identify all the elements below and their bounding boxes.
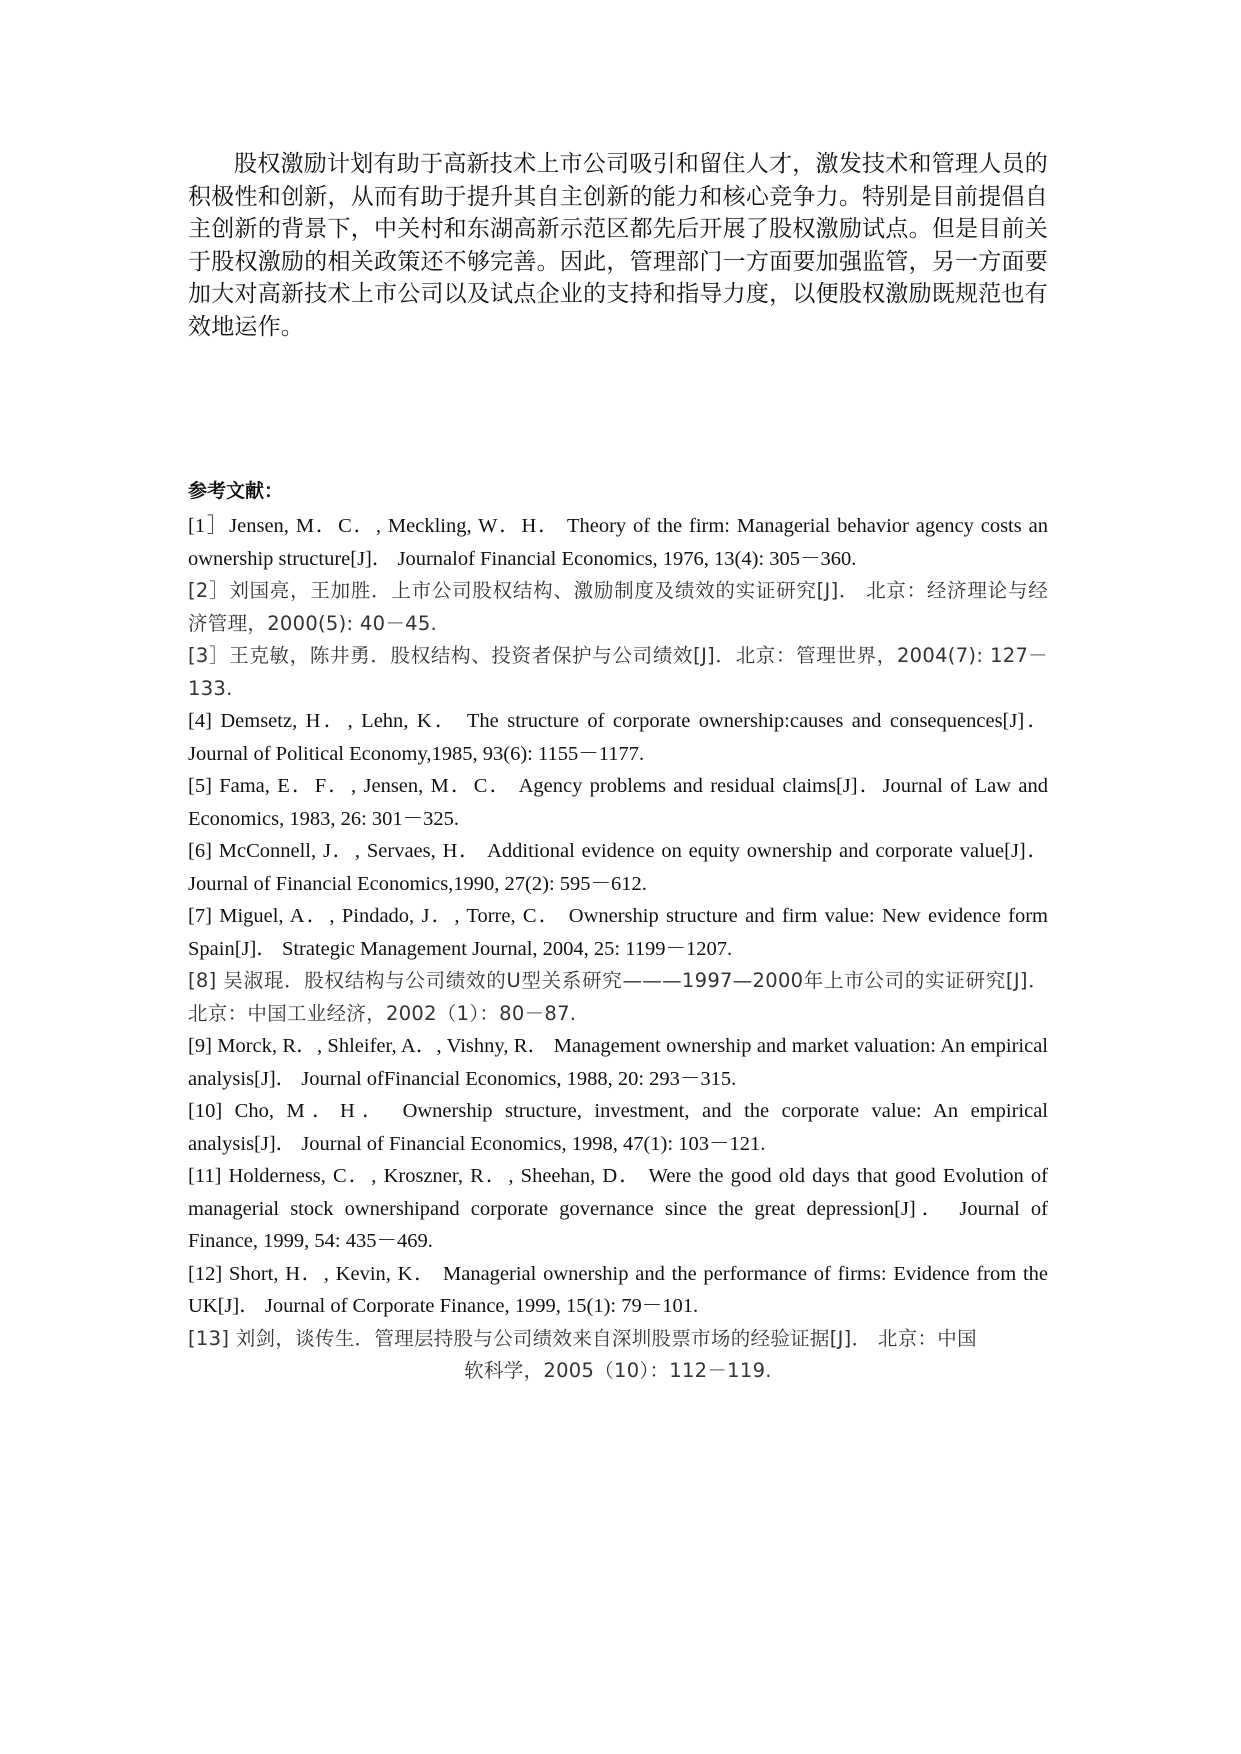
reference-item-5: [5] Fama, E．F．, Jensen, M．C． Agency problems and residual claims[J]．Journal of Law and Economics, 1983, 26: 301－325. — [188, 775, 1048, 830]
body-paragraph: 股权激励计划有助于高新技术上市公司吸引和留住人才，激发技术和管理人员的积极性和创新，从而有助于提升其自主创新的能力和核心竞争力。特别是目前提倡自主创新的背景下，中关村和东湖高新示范区都先后开展了股权激励试点。但是目前关于股权激励的相关政策还不够完善。因此，管理部门一方面要加强监管，另一方面要加大对高新技术上市公司以及试点企业的支持和指导力度，以便股权激励既规范也有效地运作。 — [188, 151, 1048, 340]
reference-item-3: [3］王克敏，陈井勇．股权结构、投资者保护与公司绩效[J]．北京：管理世界，2004(7): 127－133. — [188, 644, 1048, 700]
reference-item-11: [11] Holderness, C．, Kroszner, R．, Sheehan, D． Were the good old days that good Evolution of managerial stock ownershipand corporate governance since the great depression[J]． Journal of Finance, 1999, 54: 435－469. — [188, 1165, 1048, 1252]
reference-item-10: [10] Cho, M．H． Ownership structure, investment, and the corporate value: An empirical analysis[J]． Journal of Financial Economics, 1998, 47(1): 103－121. — [188, 1100, 1048, 1155]
references-section — [188, 478, 1048, 1388]
reference-item-2: [2］刘国亮，王加胜．上市公司股权结构、激励制度及绩效的实证研究[J]． 北京：经济理论与经济管理，2000(5): 40－45. — [188, 579, 1048, 635]
reference-item-6: [6] McConnell, J．, Servaes, H． Additional evidence on equity ownership and corporate value[J]． Journal of Financial Economics,1990, 27(2): 595－612. — [188, 840, 1048, 895]
reference-item-13-line-2: 软科学，2005（10）：112－119. — [464, 1359, 772, 1382]
reference-item-12: [12] Short, H．, Kevin, K． Managerial ownership and the performance of firms: Evidence from the UK[J]． Journal of Corporate Finance, 1999, 15(1): 79－101. — [188, 1262, 1048, 1317]
reference-item-1: [1］Jensen, M．C．, Meckling, W．H． Theory of the firm: Managerial behavior agency costs an ownership structure[J]． Journalof Financial Economics, 1976, 13(4): 305－360. — [188, 515, 1048, 570]
references-heading: 参考文献： — [188, 480, 284, 502]
reference-item-13-line-1: [13] 刘剑，谈传生．管理层持股与公司绩效来自深圳股票市场的经验证据[J]． 北京：中国 — [188, 1326, 977, 1350]
reference-item-13 — [188, 1323, 1048, 1388]
reference-item-4: [4] Demsetz, H．, Lehn, K． The structure of corporate ownership:causes and consequences[J]． Journal of Political Economy,1985, 93(6): 1155－1177. — [188, 710, 1048, 765]
reference-item-7: [7] Miguel, A．, Pindado, J．, Torre, C． Ownership structure and firm value: New evidence form Spain[J]． Strategic Management Journal, 2004, 25: 1199－1207. — [188, 905, 1048, 960]
reference-item-9: [9] Morck, R．, Shleifer, A．, Vishny, R． Management ownership and market valuation: An empirical analysis[J]． Journal ofFinancial Economics, 1988, 20: 293－315. — [188, 1035, 1048, 1090]
reference-item-8: [8] 吴淑琨．股权结构与公司绩效的U型关系研究———1997—2000年上市公司的实证研究[J]．北京：中国工业经济，2002（1）：80－87. — [188, 969, 1048, 1025]
